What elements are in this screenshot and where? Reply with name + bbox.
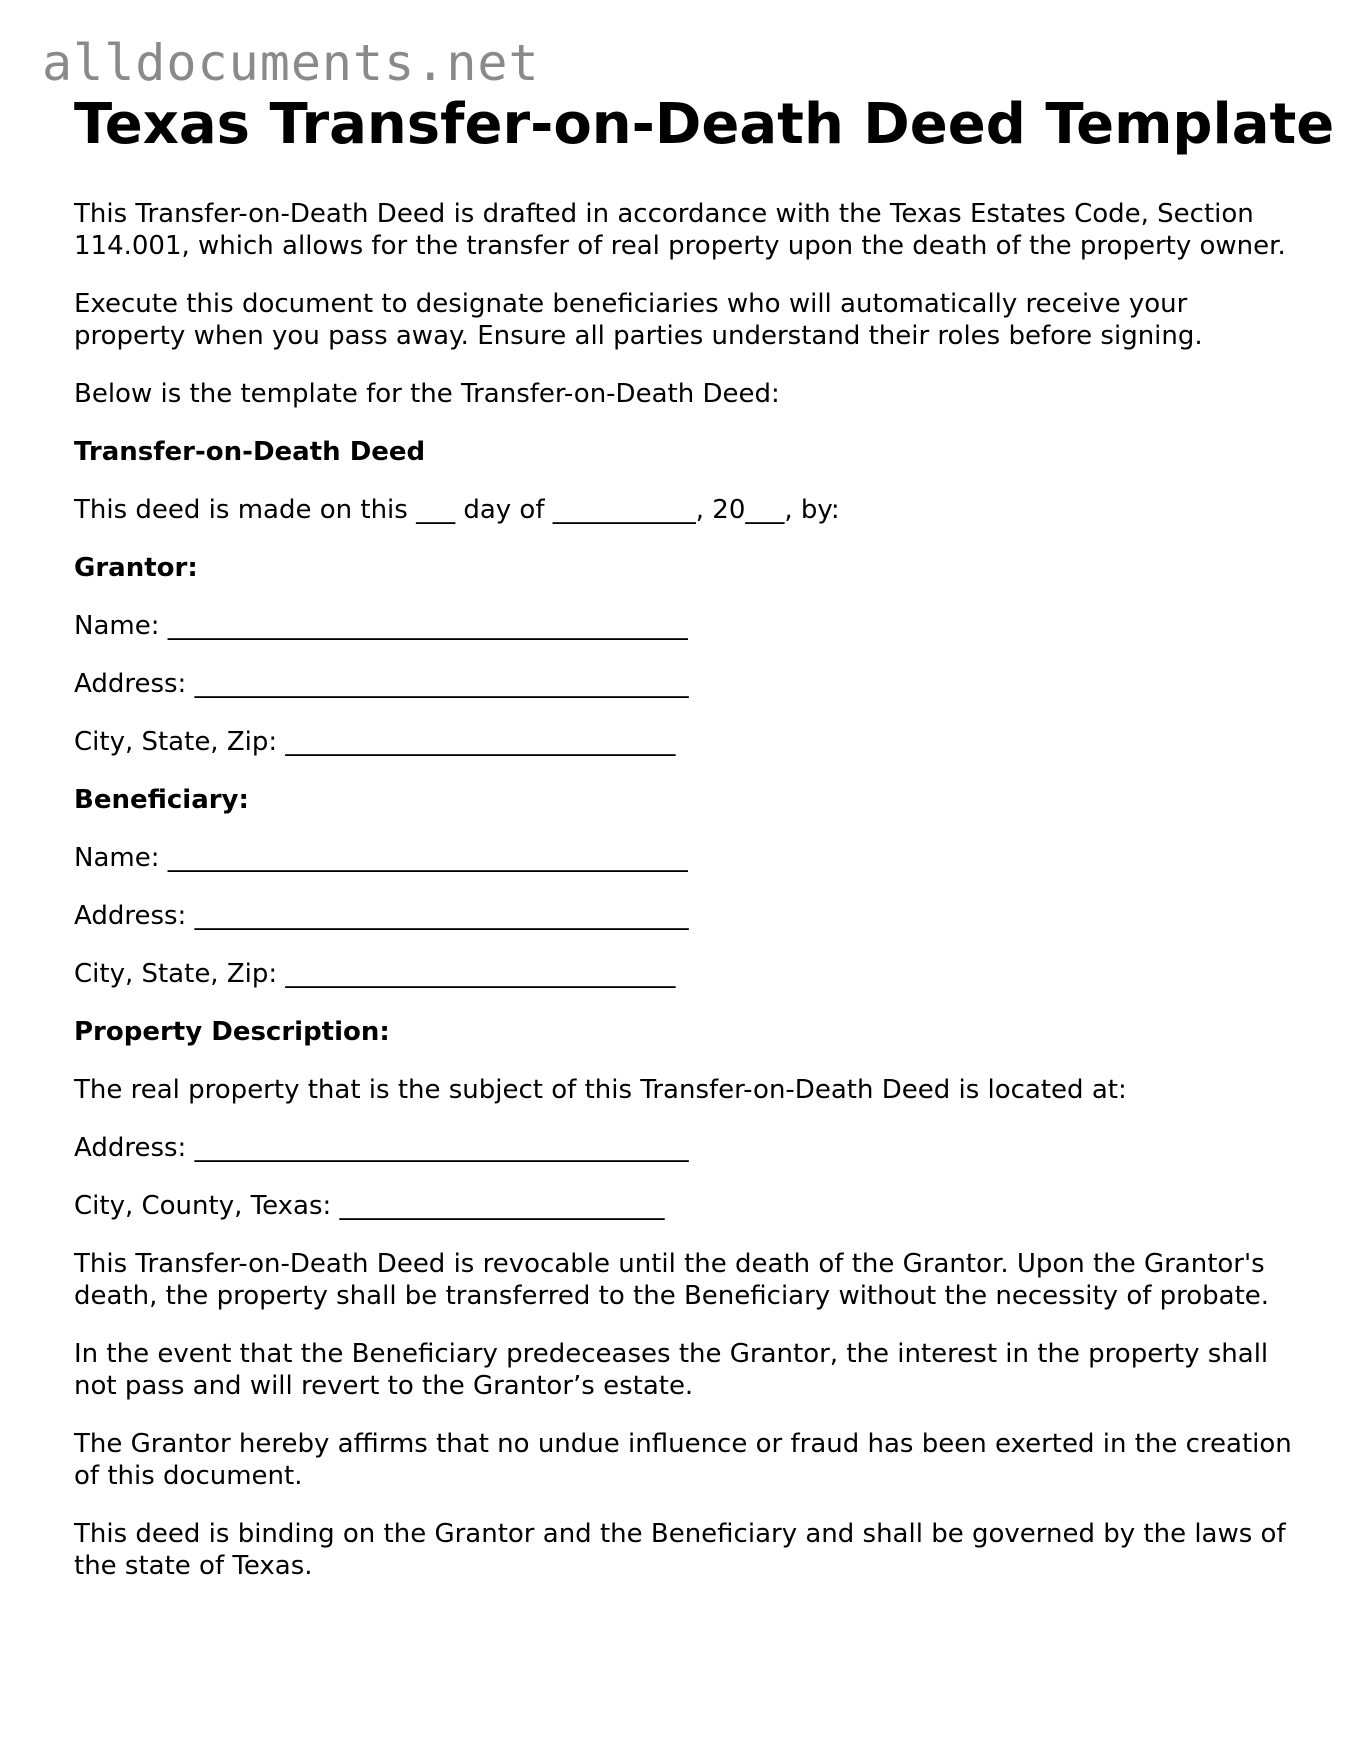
watermark: alldocuments.net xyxy=(42,34,540,92)
terms-paragraph-4: This deed is binding on the Grantor and the Beneficiary and shall be governed by the laws of the state of Texas. xyxy=(74,1519,1286,1581)
property-location-text: The real property that is the subject of this Transfer-on-Death Deed is located at: xyxy=(74,1075,1127,1105)
property-city-county-field: City, County, Texas: _________________________ xyxy=(74,1191,665,1221)
beneficiary-address-field: Address: ______________________________________ xyxy=(74,901,689,931)
document-page xyxy=(74,92,1335,1608)
beneficiary-city-state-zip-field: City, State, Zip: ______________________________ xyxy=(74,959,676,989)
grantor-city-state-zip-field: City, State, Zip: ______________________________ xyxy=(74,727,676,757)
deed-date-line: This deed is made on this ___ day of ___________, 20___, by: xyxy=(74,495,840,525)
terms-paragraph-1: This Transfer-on-Death Deed is revocable until the death of the Grantor. Upon the Grantor's death, the property shall be transferred to the Beneficiary without the necessity of probate. xyxy=(74,1249,1270,1311)
grantor-address-field: Address: ______________________________________ xyxy=(74,669,689,699)
beneficiary-heading: Beneficiary: xyxy=(74,785,249,815)
intro-paragraph-2: Execute this document to designate beneficiaries who will automatically receive your property when you pass away. Ensure all parties understand their roles before signing. xyxy=(74,289,1203,351)
intro-paragraph-1: This Transfer-on-Death Deed is drafted in accordance with the Texas Estates Code, Section 114.001, which allows for the transfer of real property upon the death of the property owner. xyxy=(74,199,1286,261)
terms-paragraph-2: In the event that the Beneficiary predeceases the Grantor, the interest in the property shall not pass and will revert to the Grantor’s estate. xyxy=(74,1339,1269,1401)
deed-heading: Transfer-on-Death Deed xyxy=(74,437,426,467)
beneficiary-name-field: Name: ________________________________________ xyxy=(74,843,688,873)
terms-paragraph-3: The Grantor hereby affirms that no undue influence or fraud has been exerted in the creation of this document. xyxy=(74,1429,1292,1491)
page-title: Texas Transfer-on-Death Deed Template xyxy=(74,92,1335,157)
property-heading: Property Description: xyxy=(74,1017,390,1047)
property-address-field: Address: ______________________________________ xyxy=(74,1133,689,1163)
grantor-name-field: Name: ________________________________________ xyxy=(74,611,688,641)
intro-paragraph-3: Below is the template for the Transfer-on-Death Deed: xyxy=(74,379,780,409)
grantor-heading: Grantor: xyxy=(74,553,198,583)
